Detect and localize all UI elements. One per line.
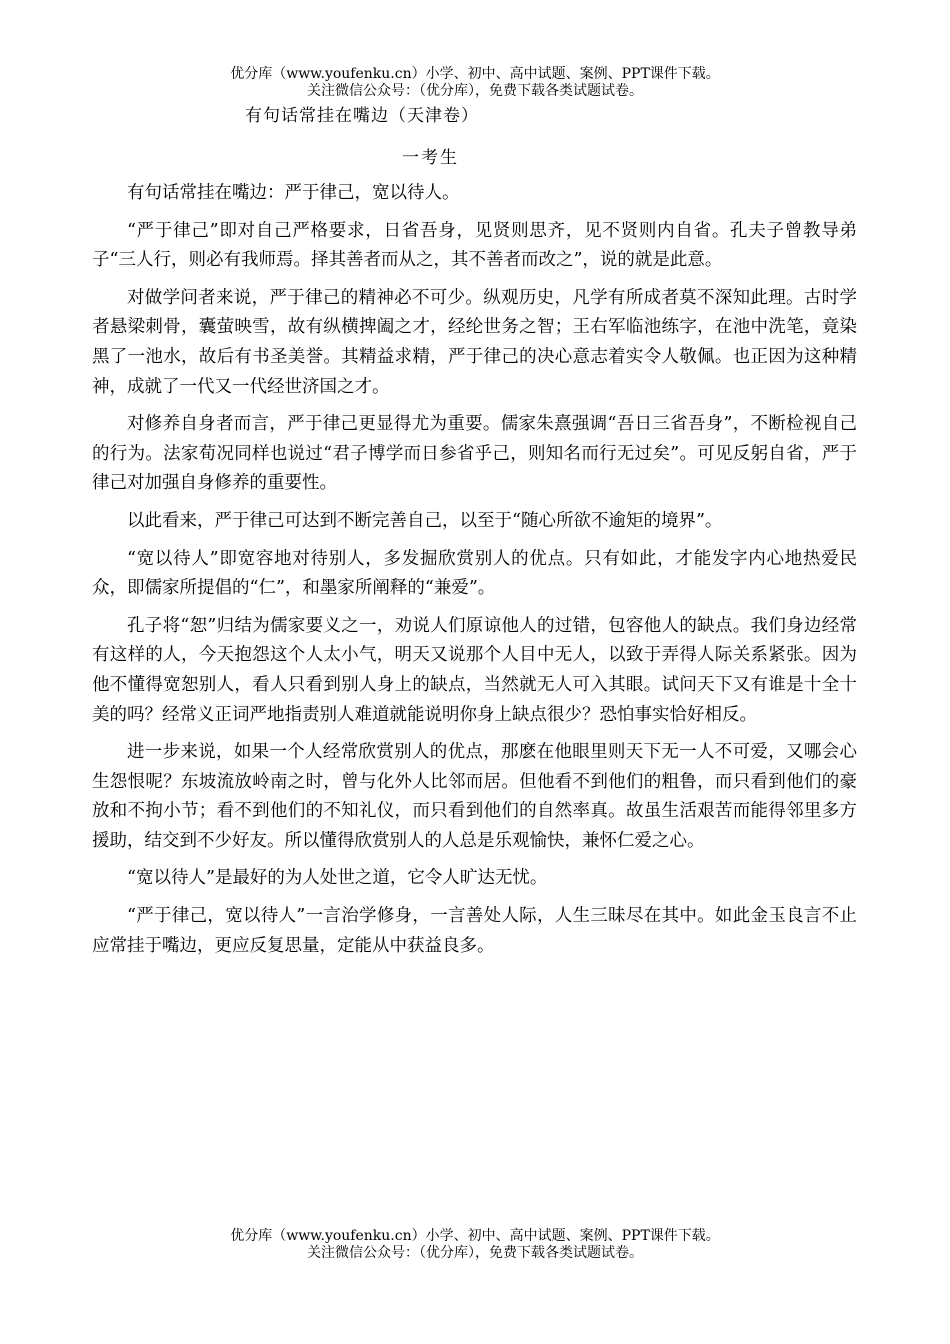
- paragraph: 进一步来说，如果一个人经常欣赏别人的优点，那麽在他眼里则天下无一人不可爱，又哪会心生怨恨呢？东坡流放岭南之时，曾与化外人比邻而居。但他看不到他们的粗鲁，而只看到他们的豪放和不拘小节；看不到他们的不知礼仪，而只看到他们的自然率真。故虽生活艰苦而能得邻里多方援助，结交到不少好友。所以懂得欣赏别人的人总是乐观愉快，兼怀仁爱之心。: [92, 742, 857, 851]
- paragraph: 对做学问者来说，严于律己的精神必不可少。纵观历史，凡学有所成者莫不深知此理。古时学者悬梁刺骨，囊萤映雪，故有纵横捭阖之才，经纶世务之智；王右军临池练字，在池中洗笔，竟染黑了一池水，故后有书圣美誉。其精益求精，严于律己的决心意志着实令人敬佩。也正因为这种精神，成就了一代又一代经世济国之才。: [92, 287, 857, 397]
- paragraph: “严于律己，宽以待人”一言治学修身，一言善处人际，人生三昧尽在其中。如此金玉良言不止应常挂于嘴边，更应反复思量，定能从中获益良多。: [92, 906, 857, 956]
- paragraph: “宽以待人”是最好的为人处世之道，它令人旷达无忧。: [127, 868, 548, 889]
- page-footer: [0, 1228, 950, 1262]
- article-author: 一考生: [402, 148, 459, 168]
- page-header: [0, 66, 950, 100]
- footer-promo-line: 优分库（www.youfenku.cn）小学、初中、高中试题、案例、PPT课件下载。: [230, 1228, 720, 1244]
- paragraph: 对修养自身者而言，严于律己更显得尤为重要。儒家朱熹强调“吾日三省吾身”，不断检视自己的行为。法家荀况同样也说过“君子博学而日参省乎己，则知名而行无过矣”。可见反躬自省，严于律己对加强自身修养的重要性。: [92, 414, 857, 494]
- header-wechat-line: 关注微信公众号：（优分库），免费下载各类试题试卷。: [307, 83, 643, 99]
- paragraph: “宽以待人”即宽容地对待别人，多发掘欣赏别人的优点。只有如此，才能发字内心地热爱民众，即儒家所提倡的“仁”，和墨家所阐释的“兼爱”。: [92, 548, 857, 599]
- header-promo-line: 优分库（www.youfenku.cn）小学、初中、高中试题、案例、PPT课件下载。: [230, 66, 720, 82]
- article-title: 有句话常挂在嘴边（天津卷）: [245, 106, 479, 126]
- paragraph: 孔子将“恕”归结为儒家要义之一，劝说人们原谅他人的过错，包容他人的缺点。我们身边经常有这样的人，今天抱怨这个人太小气，明天又说那个人目中无人，以致于弄得人际关系紧张。因为他不懂得宽恕别人，看人只看到别人身上的缺点，当然就无人可入其眼。试问天下又有谁是十全十美的吗？经常义正词严地指责别人难道就能说明你身上缺点很少？恐怕事实恰好相反。: [92, 615, 857, 725]
- paragraph: “严于律己”即对自己严格要求，日省吾身，见贤则思齐，见不贤则内自省。孔夫子曾教导弟子“三人行，则必有我师焉。择其善者而从之，其不善者而改之”，说的就是此意。: [92, 220, 857, 271]
- paragraph: 以此看来，严于律己可达到不断完善自己，以至于“随心所欲不逾矩的境界”。: [127, 510, 723, 531]
- footer-wechat-line: 关注微信公众号：（优分库），免费下载各类试题试卷。: [307, 1245, 643, 1261]
- article-body: [92, 179, 857, 969]
- paragraph: 有句话常挂在嘴边：严于律己，宽以待人。: [127, 183, 460, 203]
